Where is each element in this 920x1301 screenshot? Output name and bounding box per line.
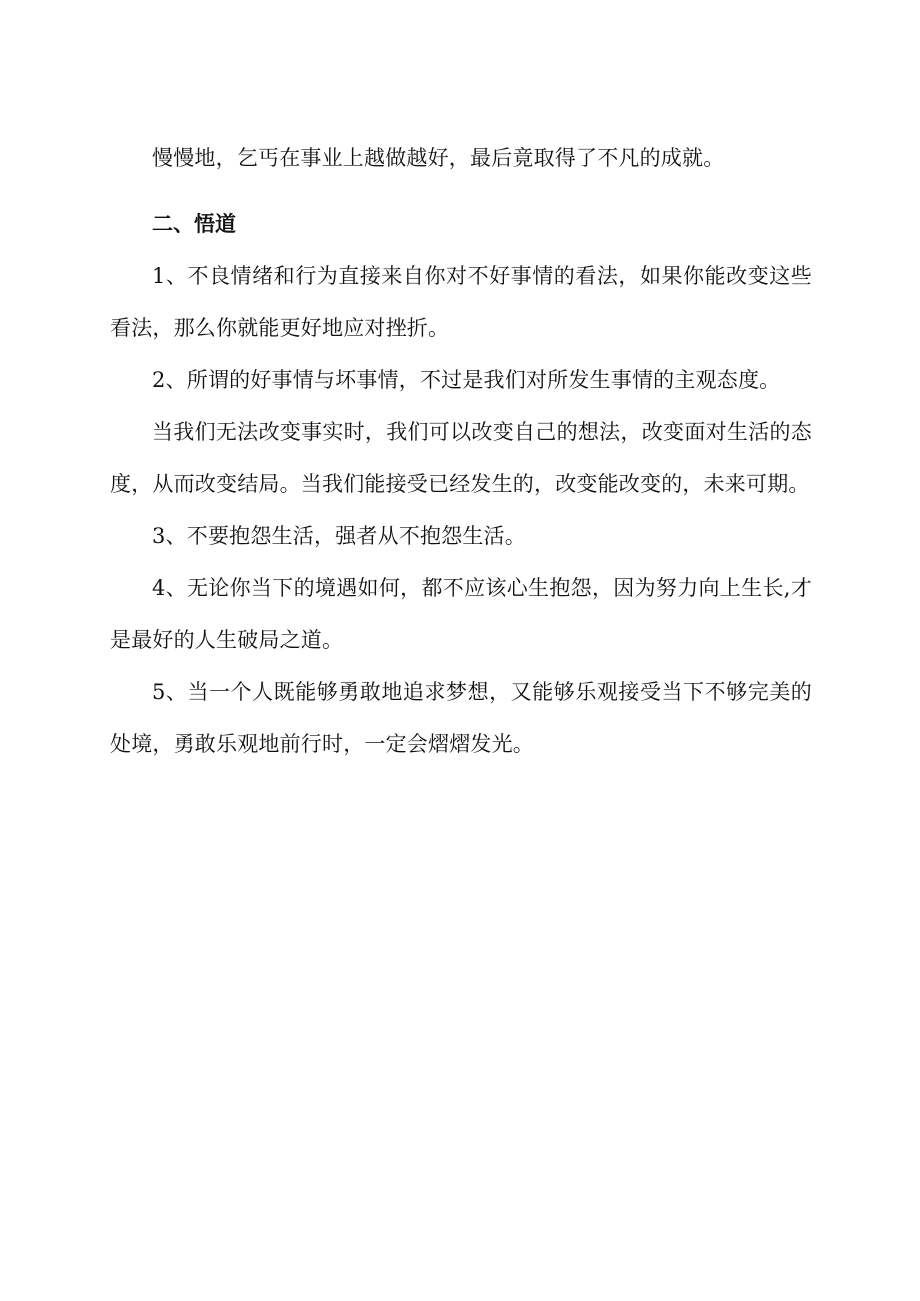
document-body [110, 132, 812, 770]
section-heading: 二、悟道 [152, 212, 236, 236]
intro-paragraph: 慢慢地，乞丐在事业上越做越好，最后竟取得了不凡的成就。 [152, 146, 725, 170]
paragraph-2-continued: 当我们无法改变事实时，我们可以改变自己的想法，改变面对生活的态度，从而改变结局。当我们能接受已经发生的，改变能改变的，未来可期。 [110, 420, 812, 496]
paragraph-3: 3、不要抱怨生活，强者从不抱怨生活。 [152, 524, 526, 548]
paragraph-2: 2、所谓的好事情与坏事情，不过是我们对所发生事情的主观态度。 [152, 368, 781, 392]
paragraph-4: 4、无论你当下的境遇如何，都不应该心生抱怨，因为努力向上生长,才是最好的人生破局之道。 [110, 576, 812, 652]
paragraph-5: 5、当一个人既能够勇敢地追求梦想，又能够乐观接受当下不够完美的处境，勇敢乐观地前行时，一定会熠熠发光。 [110, 680, 812, 756]
paragraph-1: 1、不良情绪和行为直接来自你对不好事情的看法，如果你能改变这些看法，那么你就能更好地应对挫折。 [110, 264, 812, 340]
